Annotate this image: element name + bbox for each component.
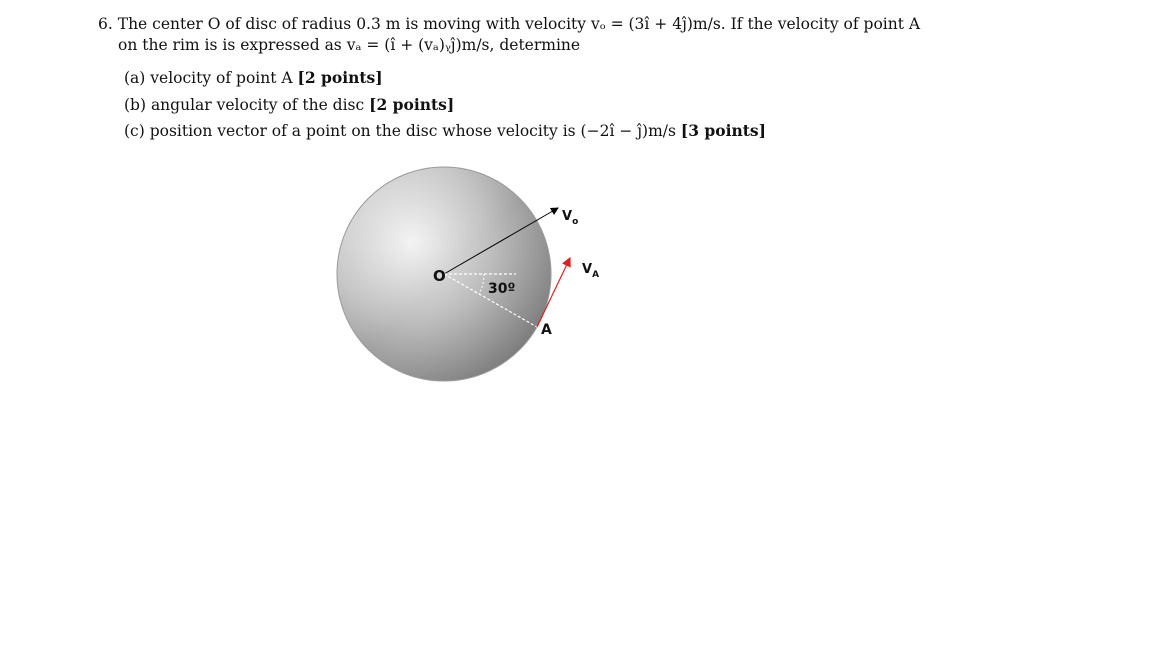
center-label: O	[433, 267, 446, 285]
problem-line-2: on the rim is is expressed as vₐ = (î + (vₐ)ᵧĵ)m/s, determine	[118, 36, 581, 54]
vo-letter: V	[562, 209, 573, 224]
part-c	[124, 118, 998, 145]
problem-line-1	[98, 14, 998, 35]
part-a-points: [2 points]	[297, 68, 383, 87]
vo-label	[562, 209, 578, 227]
part-c-points: [3 points]	[680, 121, 766, 140]
part-b-points: [2 points]	[369, 94, 455, 114]
vo-subscript: o	[572, 217, 579, 227]
part-a	[124, 65, 998, 92]
part-a-label: (a) velocity of point A	[124, 69, 293, 87]
va-subscript: A	[592, 270, 600, 280]
part-b-label: (b) angular velocity of the disc	[124, 95, 365, 114]
disc-figure	[330, 160, 630, 390]
problem-text-1: The center O of disc of radius 0.3 m is moving with velocity vₒ = (3î + 4ĵ)m/s. If the velocity of point A	[117, 15, 921, 33]
part-c-label: (c) position vector of a point on the disc whose velocity is (−2î − ĵ)m/s	[124, 122, 676, 140]
parts-list	[98, 65, 998, 145]
va-letter: V	[582, 262, 593, 277]
angle-label: 30º	[488, 281, 516, 297]
problem-statement	[98, 14, 998, 145]
part-b	[124, 92, 998, 119]
problem-number: 6.	[98, 15, 113, 33]
va-label	[582, 262, 599, 280]
point-a-label: A	[541, 322, 552, 338]
